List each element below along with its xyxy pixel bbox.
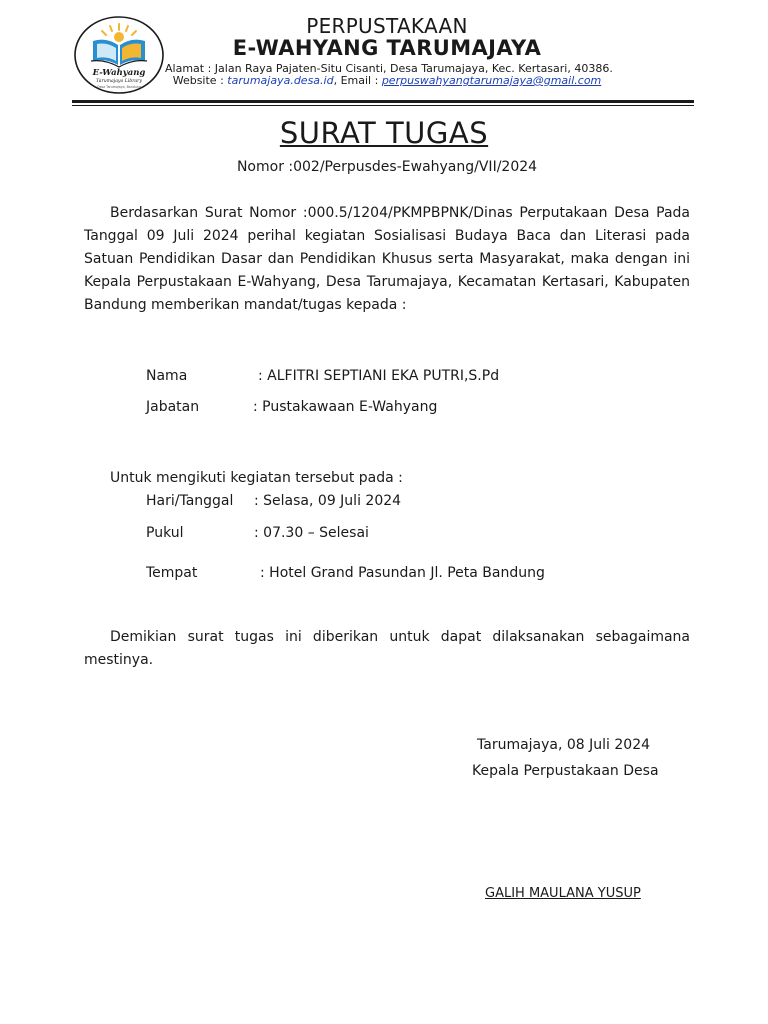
position-label: Jabatan [146, 399, 200, 415]
letterhead-rule-thin [72, 105, 694, 106]
activity-intro: Untuk mengikuti kegiatan tersebut pada : [110, 470, 403, 486]
date-label: Hari/Tanggal [146, 493, 234, 509]
library-logo [73, 15, 165, 95]
letterhead-library-name: E-WAHYANG TARUMAJAYA [232, 36, 542, 60]
letterhead-contact [165, 74, 609, 87]
email-link[interactable]: perpuswahyangtarumajaya@gmail.com [381, 74, 602, 87]
signer-name: GALIH MAULANA YUSUP [485, 886, 641, 901]
letterhead-rule-thick [72, 100, 694, 103]
document-title: SURAT TUGAS [279, 116, 489, 150]
place-value: : Hotel Grand Pasundan Jl. Peta Bandung [260, 565, 545, 581]
signature-place-date: Tarumajaya, 08 Juli 2024 [477, 737, 651, 753]
logo-text-sub: Tarumajaya Library [96, 79, 142, 84]
time-label: Pukul [146, 525, 184, 541]
signature-title: Kepala Perpustakaan Desa [472, 763, 659, 779]
name-value: : ALFITRI SEPTIANI EKA PUTRI,S.Pd [258, 368, 500, 384]
opening-paragraph-text: Berdasarkan Surat Nomor :000.5/1204/PKMPBPNK/Dinas Perputakaan Desa Pada Tanggal 09 Juli 2024 perihal kegiatan Sosialisasi Budaya Baca dan Literasi pada Satuan Pendidikan Dasar dan Pendidikan Khusus serta Masyarakat, maka dengan ini Kepala Perpustakaan E-Wahyang, Desa Tarumajaya, Kecamatan Kertasari, Kabupaten Bandung memberikan mandat/tugas kepada : [84, 205, 690, 313]
time-value: : 07.30 – Selesai [254, 525, 369, 541]
document-number: Nomor :002/Perpusdes-Ewahyang/VII/2024 [236, 159, 538, 175]
name-label: Nama [146, 368, 188, 384]
date-value: : Selasa, 09 Juli 2024 [254, 493, 402, 509]
place-label: Tempat [146, 565, 198, 581]
closing-paragraph-text: Demikian surat tugas ini diberikan untuk dapat dilaksanakan sebagaimana mestinya. [84, 629, 690, 668]
logo-text-main: E-Wahyang [92, 68, 146, 78]
position-value: : Pustakawaan E-Wahyang [253, 399, 438, 415]
website-link[interactable]: tarumajaya.desa.id [227, 74, 334, 87]
website-label: Website : [172, 74, 224, 87]
opening-paragraph [84, 202, 690, 317]
letterhead-address: Alamat : Jalan Raya Pajaten-Situ Cisanti, Desa Tarumajaya, Kec. Kertasari, 40386. [165, 62, 613, 75]
email-label: , Email : [333, 74, 379, 87]
letterhead-line1: PERPUSTAKAAN [306, 14, 468, 38]
logo-text-small: Desa Tarumajaya, Bandung [97, 85, 141, 89]
closing-paragraph [84, 626, 690, 672]
